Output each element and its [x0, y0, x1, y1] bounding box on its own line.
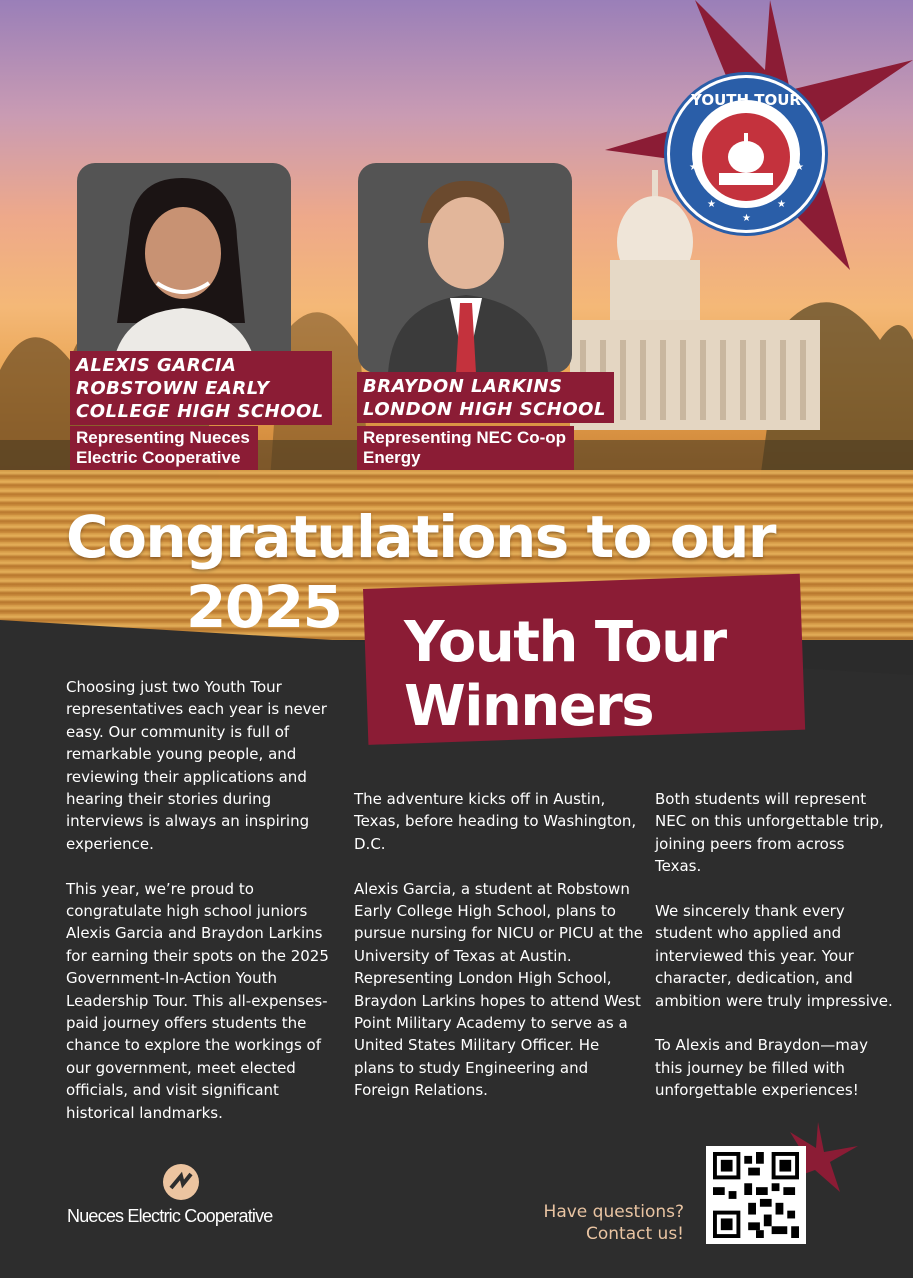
- winner-rep-box-1: [70, 426, 258, 470]
- body-column-2: [354, 788, 644, 1124]
- body-paragraph: Choosing just two Youth Tour representatives each year is never easy. Our community is full of remarkable young people, and reviewing their applications and hearing their stories during interviews is always an inspiring experience.: [66, 678, 327, 853]
- logo-text: Nueces Electric Cooperative: [67, 1206, 273, 1226]
- photo-braydon-larkins: [358, 163, 572, 373]
- body-paragraph: The adventure kicks off in Austin, Texas, before heading to Washington, D.C.: [354, 790, 637, 853]
- headline-line1: Congratulations to our: [66, 503, 775, 571]
- winner-2-school: LONDON HIGH SCHOOL: [363, 399, 606, 420]
- winner-1-representing-line1: Representing Nueces: [76, 428, 250, 447]
- person-portrait-icon: [77, 163, 291, 373]
- body-paragraph: This year, we’re proud to congratulate high school juniors Alexis Garcia and Braydon Larkins for earning their spots on the 2025 Government-In-Action Youth Leadership Tour. This all-expenses-paid journey offers students the chance to explore the workings of our government, meet elected officials, and visit significant historical landmarks.: [66, 879, 329, 1122]
- winner-1-school-line1: ROBSTOWN EARLY: [76, 378, 270, 399]
- qr-code-icon: [712, 1152, 800, 1238]
- headline-highlight: [404, 611, 726, 739]
- winner-2-representing-line2: Energy: [363, 448, 421, 467]
- winner-1-name: ALEXIS GARCIA: [76, 355, 237, 376]
- svg-text:★: ★: [742, 213, 751, 224]
- person-portrait-icon: [358, 163, 572, 373]
- body-paragraph: To Alexis and Braydon—may this journey be filled with unforgettable experiences!: [655, 1036, 868, 1100]
- youth-tour-badge: [664, 72, 828, 236]
- winner-1-representing-line2: Electric Cooperative: [76, 448, 241, 467]
- winner-1-school-line2: COLLEGE HIGH SCHOOL: [76, 401, 324, 422]
- svg-text:★: ★: [777, 199, 786, 210]
- headline-year: 2025: [186, 573, 342, 641]
- headline-highlight-line1: Youth Tour: [404, 610, 726, 675]
- contact-text: [520, 1201, 684, 1245]
- winner-name-box-2: [357, 372, 614, 423]
- lightning-logo-icon: [161, 1162, 201, 1202]
- body-paragraph: Alexis Garcia, a student at Robstown Early College High School, plans to pursue nursing for NICU or PICU at the University of Texas at Austin. Representing London High School, Braydon Larkins hopes to attend West Point Military Academy to serve as a United States Military Officer. He plans to study Engineering and Foreign Relations.: [354, 879, 643, 1100]
- winner-name-box-1: [70, 351, 332, 425]
- contact-line2: Contact us!: [586, 1224, 684, 1244]
- badge-text: YOUTH TOUR: [691, 91, 801, 109]
- svg-text:★: ★: [707, 199, 716, 210]
- body-column-3: [655, 788, 895, 1124]
- winner-2-representing-line1: Representing NEC Co-op: [363, 428, 567, 447]
- body-column-1: [66, 676, 341, 1147]
- contact-line1: Have questions?: [543, 1202, 684, 1222]
- winner-2-name: BRAYDON LARKINS: [363, 376, 563, 397]
- qr-code[interactable]: [706, 1146, 806, 1244]
- body-paragraph: Both students will represent NEC on this unforgettable trip, joining peers from across Texas.: [655, 790, 884, 876]
- svg-text:★: ★: [795, 162, 804, 173]
- winner-rep-box-2: [357, 426, 574, 470]
- photo-alexis-garcia: [77, 163, 291, 373]
- capitol-emblem-icon: [667, 75, 825, 233]
- headline-highlight-line2: Winners: [404, 674, 654, 739]
- svg-text:★: ★: [689, 162, 698, 173]
- body-paragraph: We sincerely thank every student who applied and interviewed this year. Your character, dedication, and ambition were truly impressive.: [655, 902, 893, 1010]
- nec-logo: [67, 1162, 307, 1232]
